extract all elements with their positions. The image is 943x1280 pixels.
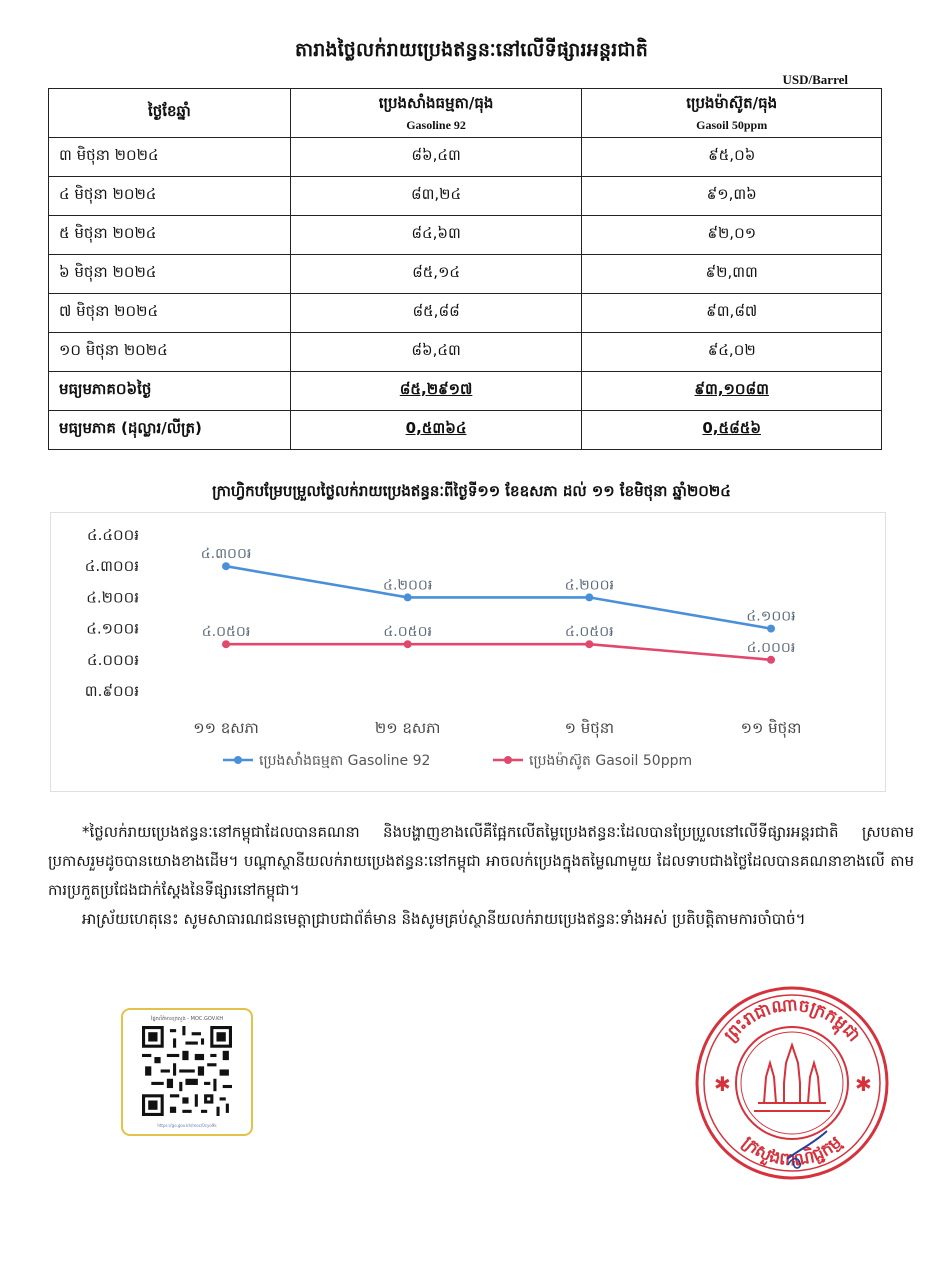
document-title: តារាងថ្លៃលក់រាយប្រេងឥន្ធនៈនៅលើទីផ្សារអន្តរជាតិ	[294, 39, 649, 61]
gasoline-price: ៨៦,៤៣	[290, 333, 582, 372]
y-tick-label: ៣.៩០០៛	[84, 682, 139, 700]
gasoline-price: ៨៥,១៤	[290, 255, 582, 294]
y-tick-label: ៤.១០០៛	[86, 619, 139, 638]
row-date: ៤ មិថុនា ២០២៤	[49, 177, 291, 216]
data-point	[767, 625, 775, 633]
average-per-liter-gasoil: 0,៥៨៥៦	[582, 411, 882, 450]
data-label: ៤.២០០៛	[383, 577, 433, 594]
svg-text:✱: ✱	[855, 1072, 872, 1096]
average-gasoline: ៨៥,២៩១៧	[290, 372, 582, 411]
ministry-seal-icon	[692, 983, 892, 1183]
gasoil-price: ៩៤,០២	[582, 333, 882, 372]
x-tick-label: ១១ មិថុនា	[740, 719, 802, 737]
x-tick-label: ២១ ឧសភា	[374, 719, 441, 737]
row-date: ១០ មិថុនា ២០២៤	[49, 333, 291, 372]
table-header-row	[49, 89, 882, 138]
gasoline-price: ៨៤,៦៣	[290, 216, 582, 255]
unit-label: USD/Barrel	[782, 72, 848, 87]
row-date: ៧ មិថុនា ២០២៤	[49, 294, 291, 333]
data-label: ៤.៣០០៛	[200, 546, 252, 563]
data-label: ៤.០៥០៛	[383, 624, 432, 641]
chart-svg	[51, 513, 885, 791]
svg-text:ក្រសួងពាណិជ្ជកម្ម: ក្រសួងពាណិជ្ជកម្ម	[738, 1132, 846, 1171]
row-date: ៥ មិថុនា ២០២៤	[49, 216, 291, 255]
data-label: ៤.០៥០៛	[201, 624, 251, 641]
average-per-liter-gasoline: 0,៥៣៦៤	[290, 411, 582, 450]
x-tick-label: ១ មិថុនា	[564, 719, 615, 737]
table-row	[49, 177, 882, 216]
data-point	[404, 640, 412, 648]
data-point	[767, 656, 775, 664]
y-tick-label: ៤.២០០៛	[86, 588, 139, 607]
legend-entry: ប្រេងសាំងធម្មតា Gasoline 92	[259, 753, 431, 769]
notice-paragraph-2: អាស្រ័យហេតុនេះ សូមសាធារណជនមេត្តាជ្រាបជាព័ត៌មាន និងសូមគ្រប់ស្ថានីយលក់រាយប្រេងឥន្ធនៈទាំងអស់ ប្រតិបត្តិតាមការចាំបាច់។	[82, 910, 806, 928]
svg-text:ព្រះរាជាណាចក្រកម្ពុជា: ព្រះរាជាណាចក្រកម្ពុជា	[720, 995, 864, 1046]
qr-code-card	[121, 1008, 253, 1136]
table-row	[49, 255, 882, 294]
y-tick-label: ៤.០០០៛	[86, 650, 139, 669]
gasoil-price: ៩៣,៨៧	[582, 294, 882, 333]
qr-top-text: ផ្នែកព័ត៌មានក្រសួង - MOC.GOV.KH	[150, 1016, 224, 1022]
legend-marker	[234, 756, 242, 764]
legend-marker	[504, 756, 512, 764]
legend-entry: ប្រេងម៉ាស៊ូត Gasoil 50ppm	[529, 753, 693, 769]
svg-text:✱: ✱	[714, 1072, 731, 1096]
average-per-liter-row	[49, 411, 882, 450]
table-row	[49, 294, 882, 333]
data-label: ៤.២០០៛	[564, 577, 614, 594]
average-per-liter-label: មធ្យមភាគ (ដុល្លារ/លីត្រ)	[49, 411, 291, 450]
average-row	[49, 372, 882, 411]
gasoline-price: ៨៣,២៤	[290, 177, 582, 216]
gasoline-price: ៨៥,៨៨	[290, 294, 582, 333]
data-label: ៤.០០០៛	[746, 639, 796, 656]
average-label: មធ្យមភាគ០៦ថ្ងៃ	[49, 372, 291, 411]
row-date: ៦ មិថុនា ២០២៤	[49, 255, 291, 294]
gasoil-price: ៩២,៣៣	[582, 255, 882, 294]
x-tick-label: ១១ ឧសភា	[193, 719, 259, 737]
y-tick-label: ៤.៣០០៛	[84, 557, 139, 576]
table-row	[49, 216, 882, 255]
series-line-1	[226, 566, 771, 628]
data-point	[585, 640, 593, 648]
price-chart	[50, 512, 886, 792]
row-date: ៣ មិថុនា ២០២៤	[49, 138, 291, 177]
data-point	[222, 562, 230, 570]
header-gasoline: ប្រេងសាំងធម្មតា/ធុង Gasoline 92	[290, 89, 582, 138]
data-label: ៤.១០០៛	[746, 608, 796, 625]
series-line-2	[226, 644, 771, 660]
notice-paragraph-1: *ថ្លៃលក់រាយប្រេងឥន្ធនៈនៅកម្ពុជាដែលបានគណនា និងបង្ហាញខាងលើគឺផ្អែកលើតម្លៃប្រេងឥន្ធនៈដែលបានប្រែប្រួលនៅលើទីផ្សារអន្តរជាតិ ស្របតាមប្រកាសរួមដូចបានយោងខាងដើម។ បណ្តាស្ថានីយលក់រាយប្រេងឥន្ធនៈនៅកម្ពុជា អាចលក់ប្រេងក្នុងតម្លៃណាមួយ ដែលទាបជាងថ្លៃដែលបានគណនាខាងលើ តាមការប្រកួតប្រជែងជាក់ស្តែងនៃទីផ្សារនៅកម្ពុជា។	[48, 823, 914, 899]
gasoil-price: ៩២,០១	[582, 216, 882, 255]
average-gasoil: ៩៣,១០៨៣	[582, 372, 882, 411]
gasoil-price: ៩៥,០៦	[582, 138, 882, 177]
gasoil-price: ៩១,៣៦	[582, 177, 882, 216]
data-label: ៤.០៥០៛	[565, 624, 614, 641]
qr-code-icon	[142, 1026, 232, 1116]
gasoline-price: ៨៦,៤៣	[290, 138, 582, 177]
y-tick-label: ៤.៤០០៛	[86, 526, 139, 544]
table-row	[49, 333, 882, 372]
data-point	[222, 640, 230, 648]
header-gasoil: ប្រេងម៉ាស៊ូត/ធុង Gasoil 50ppm	[582, 89, 882, 138]
header-date: ថ្ងៃខែឆ្នាំ	[49, 89, 291, 138]
chart-title: ក្រាហ្វិកបម្រែបម្រួលថ្លៃលក់រាយប្រេងឥន្ធនៈពីថ្ងៃទី១១ ខែឧសភា ដល់ ១១ ខែមិថុនា ឆ្នាំ២០២៤	[212, 482, 731, 500]
data-point	[404, 593, 412, 601]
price-table	[48, 88, 882, 450]
qr-bottom-text: https://go.gov.kh/moc/0cyo9k	[157, 1123, 217, 1128]
data-point	[585, 593, 593, 601]
table-row	[49, 138, 882, 177]
notice-text	[48, 818, 914, 934]
